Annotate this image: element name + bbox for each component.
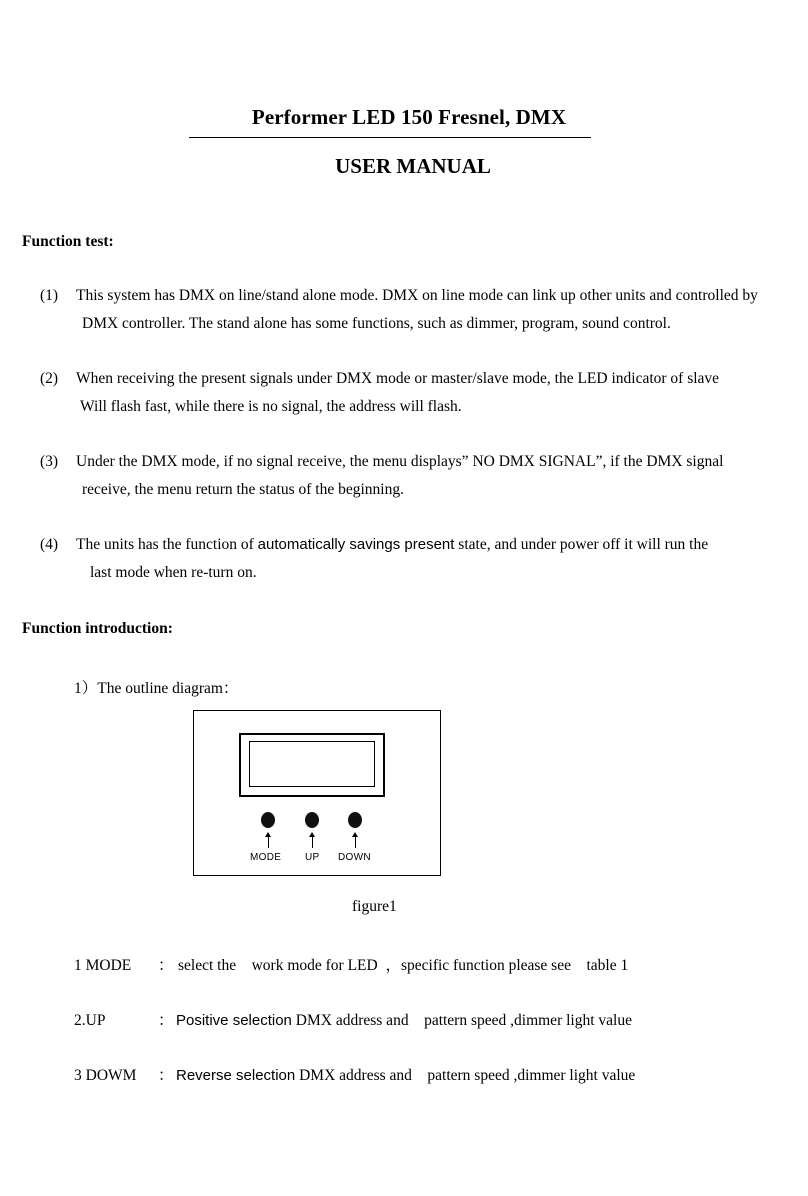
button-desc-text: table 1	[570, 957, 629, 974]
lcd-display-frame	[239, 733, 385, 797]
button-desc-separator: ：	[158, 957, 174, 974]
function-test-item-1	[40, 282, 800, 338]
down-button-icon	[348, 812, 362, 828]
item-line: This system has DMX on line/stand alone mode. DMX on line mode can link up other units and controlled by	[76, 287, 758, 304]
function-introduction-heading: Function introduction:	[22, 620, 173, 637]
arrow-line	[355, 836, 356, 848]
up-button-label: UP	[305, 852, 320, 863]
function-test-heading: Function test:	[22, 233, 114, 250]
button-desc-separator: ：	[158, 1067, 174, 1084]
lcd-display-screen	[249, 741, 375, 787]
mode-button-icon	[261, 812, 275, 828]
button-desc-up	[74, 1008, 632, 1030]
item-line: When receiving the present signals under DMX mode or master/slave mode, the LED indicator of slave	[76, 370, 720, 387]
item-number: (2)	[40, 370, 59, 387]
button-desc-text-sans: Positive selection	[176, 1012, 292, 1029]
figure-caption: figure1	[352, 898, 397, 915]
arrow-line	[312, 836, 313, 848]
button-desc-separator: ：	[158, 1012, 174, 1029]
up-button-icon	[305, 812, 319, 828]
title-underline	[189, 137, 591, 138]
item-number: (3)	[40, 453, 59, 470]
button-desc-text: specific function please see	[400, 957, 571, 974]
document-subtitle: USER MANUAL	[335, 154, 491, 178]
item-text: state, and under power off it will run the	[454, 536, 709, 553]
item-number: (1)	[40, 287, 59, 304]
item-number: (4)	[40, 536, 59, 553]
item-line: receive, the menu return the status of the beginning.	[82, 481, 404, 498]
item-text-sans: automatically savings present	[257, 536, 455, 553]
item-text: The units has the function of	[76, 536, 258, 553]
button-desc-text: DMX address and pattern speed ,dimmer light value	[295, 1067, 636, 1084]
function-test-item-4	[40, 531, 800, 587]
item-line: Will flash fast, while there is no signal, the address will flash.	[80, 398, 462, 415]
item-line: Under the DMX mode, if no signal receive, the menu displays” NO DMX SIGNAL”, if the DMX signal	[76, 453, 724, 470]
function-test-item-3	[40, 448, 800, 504]
item-line: DMX controller. The stand alone has some functions, such as dimmer, program, sound control.	[82, 315, 671, 332]
function-test-item-2	[40, 365, 800, 421]
down-button-label: DOWN	[338, 852, 371, 863]
button-desc-text-sans: Reverse selection	[176, 1067, 296, 1084]
document-title: Performer LED 150 Fresnel, DMX	[251, 105, 567, 129]
item-line: last mode when re-turn on.	[90, 564, 257, 581]
outline-diagram-label: 1）The outline diagram：	[74, 680, 239, 697]
button-desc-text: select the work mode for LED ，	[178, 957, 401, 974]
button-desc-mode	[74, 953, 628, 975]
control-panel-diagram	[193, 710, 441, 876]
button-desc-down	[74, 1063, 635, 1085]
button-desc-key: 1 MODE	[74, 957, 132, 974]
button-desc-key: 3 DOWM	[74, 1067, 137, 1084]
button-desc-key: 2.UP	[74, 1012, 106, 1029]
mode-button-label: MODE	[250, 852, 282, 863]
arrow-line	[268, 836, 269, 848]
button-desc-text: DMX address and pattern speed ,dimmer light value	[291, 1012, 632, 1029]
